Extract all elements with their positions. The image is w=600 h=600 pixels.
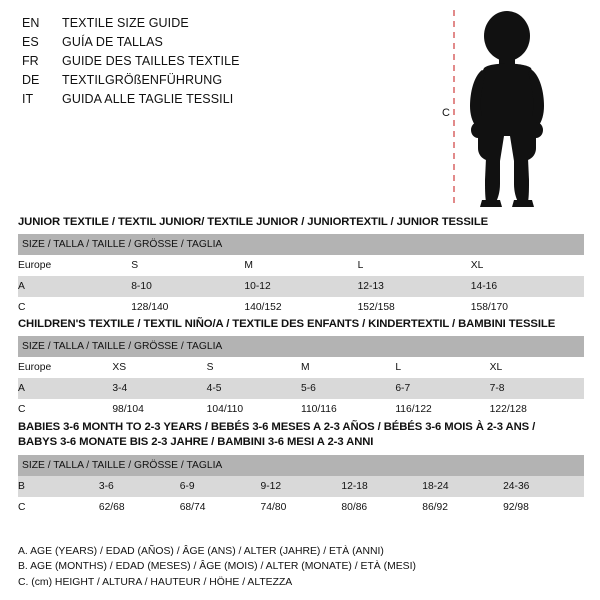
- cell: S: [207, 357, 301, 378]
- cell: 158/170: [471, 297, 584, 318]
- cell: 6-9: [180, 476, 261, 497]
- language-code: FR: [22, 54, 39, 68]
- cell: XS: [112, 357, 206, 378]
- table-header-label: SIZE / TALLA / TAILLE / GRÖSSE / TAGLIA: [18, 234, 584, 255]
- cell: 10-12: [244, 276, 357, 297]
- language-code: ES: [22, 35, 39, 49]
- cell: 80/86: [341, 497, 422, 518]
- table-row: [18, 497, 584, 518]
- cell: 12-13: [358, 276, 471, 297]
- junior-size-table: [18, 234, 584, 318]
- cell: 152/158: [358, 297, 471, 318]
- cell: 98/104: [112, 399, 206, 420]
- header-title-text: GUIDA ALLE TAGLIE TESSILI: [62, 92, 234, 106]
- cell: S: [131, 255, 244, 276]
- cell: 8-10: [131, 276, 244, 297]
- cell: 122/128: [490, 399, 584, 420]
- legend-item-a: A. AGE (YEARS) / EDAD (AÑOS) / ÂGE (ANS) / ALTER (JAHRE) / ETÀ (ANNI): [18, 545, 384, 557]
- figure-area: [432, 6, 592, 211]
- child-figure: [470, 11, 544, 207]
- legend-item-c: C. (cm) HEIGHT / ALTURA / HAUTEUR / HÖHE / ALTEZZA: [18, 576, 293, 588]
- cell: 3-4: [112, 378, 206, 399]
- cell: 5-6: [301, 378, 395, 399]
- row-label: B: [18, 476, 99, 497]
- cell: 92/98: [503, 497, 584, 518]
- cell: 104/110: [207, 399, 301, 420]
- header-row: [22, 52, 442, 71]
- section-children: [18, 318, 584, 420]
- measure-label-c: C: [442, 107, 450, 119]
- cell: L: [358, 255, 471, 276]
- language-code: EN: [22, 16, 40, 30]
- header-row: [22, 14, 442, 33]
- cell: 110/116: [301, 399, 395, 420]
- cell: 62/68: [99, 497, 180, 518]
- cell: 7-8: [490, 378, 584, 399]
- cell: 24-36: [503, 476, 584, 497]
- cell: 86/92: [422, 497, 503, 518]
- section-title-children: CHILDREN'S TEXTILE / TEXTIL NIÑO/A / TEXTILE DES ENFANTS / KINDERTEXTIL / BAMBINI TESSILE: [18, 318, 556, 330]
- toddler-silhouette-icon: [432, 6, 592, 211]
- cell: 128/140: [131, 297, 244, 318]
- cell: M: [244, 255, 357, 276]
- legend: [18, 544, 584, 591]
- table-row: [18, 378, 584, 399]
- header-title-text: TEXTILE SIZE GUIDE: [62, 16, 189, 30]
- cell: M: [301, 357, 395, 378]
- cell: L: [395, 357, 489, 378]
- row-label: Europe: [18, 357, 112, 378]
- header-title-text: GUÍA DE TALLAS: [62, 35, 163, 49]
- row-label: C: [18, 497, 99, 518]
- table-row: [18, 297, 584, 318]
- table-row: [18, 255, 584, 276]
- row-label: C: [18, 399, 112, 420]
- section-babies: [18, 420, 584, 518]
- header-row: [22, 33, 442, 52]
- language-code: IT: [22, 92, 34, 106]
- cell: 4-5: [207, 378, 301, 399]
- header-title-text: GUIDE DES TAILLES TEXTILE: [62, 54, 240, 68]
- header-row: [22, 71, 442, 90]
- cell: 12-18: [341, 476, 422, 497]
- cell: XL: [471, 255, 584, 276]
- cell: 68/74: [180, 497, 261, 518]
- table-header-label: SIZE / TALLA / TAILLE / GRÖSSE / TAGLIA: [18, 455, 584, 476]
- children-size-table: [18, 336, 584, 420]
- header-row: [22, 90, 442, 109]
- section-title-junior: JUNIOR TEXTILE / TEXTIL JUNIOR/ TEXTILE JUNIOR / JUNIORTEXTIL / JUNIOR TESSILE: [18, 216, 489, 228]
- table-row: [18, 276, 584, 297]
- table-row: [18, 357, 584, 378]
- language-code: DE: [22, 73, 40, 87]
- legend-item-b: B. AGE (MONTHS) / EDAD (MESES) / ÂGE (MOIS) / ALTER (MONATE) / ETÀ (MESI): [18, 561, 416, 572]
- cell: 140/152: [244, 297, 357, 318]
- row-label: Europe: [18, 255, 131, 276]
- cell: 6-7: [395, 378, 489, 399]
- table-header-row: [18, 234, 584, 255]
- table-row: [18, 476, 584, 497]
- row-label: A: [18, 378, 112, 399]
- row-label: C: [18, 297, 131, 318]
- table-row: [18, 399, 584, 420]
- table-header-label: SIZE / TALLA / TAILLE / GRÖSSE / TAGLIA: [18, 336, 584, 357]
- cell: 9-12: [261, 476, 342, 497]
- babies-size-table: [18, 455, 584, 518]
- header-titles: [22, 14, 442, 109]
- cell: 14-16: [471, 276, 584, 297]
- section-title-babies-line1: BABIES 3-6 MONTH TO 2-3 YEARS / BEBÉS 3-6 MESES A 2-3 AÑOS / BÉBÉS 3-6 MOIS À 2-3 ANS /: [18, 421, 536, 433]
- cell: 74/80: [261, 497, 342, 518]
- row-label: A: [18, 276, 131, 297]
- section-junior: [18, 216, 584, 318]
- table-header-row: [18, 336, 584, 357]
- cell: 18-24: [422, 476, 503, 497]
- section-title-babies-line2: BABYS 3-6 MONATE BIS 2-3 JAHRE / BAMBINI 3-6 MESI A 2-3 ANNI: [18, 436, 374, 448]
- cell: 116/122: [395, 399, 489, 420]
- table-header-row: [18, 455, 584, 476]
- cell: XL: [490, 357, 584, 378]
- cell: 3-6: [99, 476, 180, 497]
- header-title-text: TEXTILGRÖßENFÜHRUNG: [62, 73, 223, 87]
